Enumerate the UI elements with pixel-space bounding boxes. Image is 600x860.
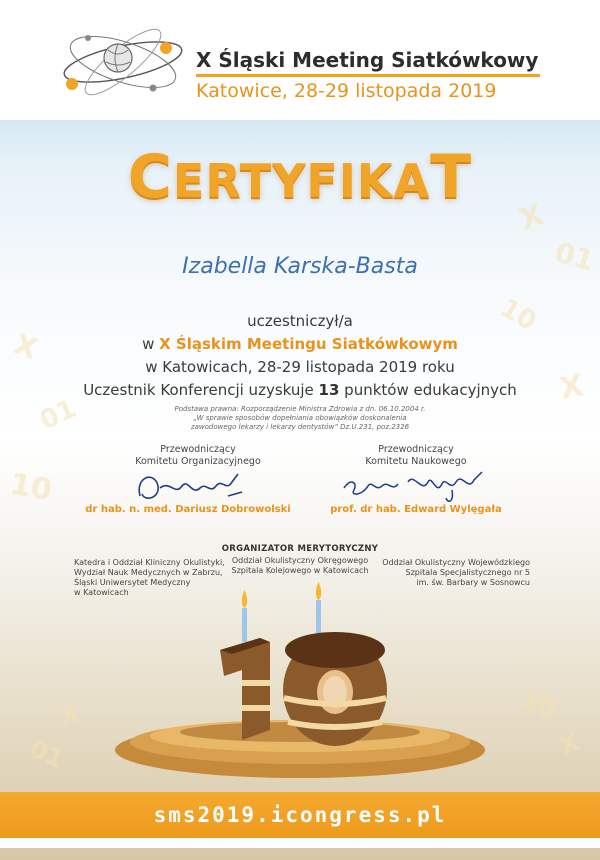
org-right-line: Szpitala Specjalistycznego nr 5 xyxy=(405,568,530,577)
participation-line: uczestniczył/a xyxy=(247,312,353,330)
points-value: 13 xyxy=(318,381,340,399)
footer-bar xyxy=(0,792,600,838)
legal-line-2: „W sprawie sposobów dopełniania obowiązków doskonalenia xyxy=(193,414,407,422)
footer-url[interactable]: sms2019.icongress.pl xyxy=(153,803,447,827)
certificate-heading xyxy=(0,142,600,212)
org-left-line: Katedra i Oddział Kliniczny Okulistyki, xyxy=(74,558,225,567)
org-left-line: Śląski Uniwersytet Medyczny xyxy=(74,578,191,587)
org-left-line: Wydział Nauk Medycznych w Zabrzu, xyxy=(74,568,223,577)
place-date-line: w Katowicach, 28-29 listopada 2019 roku xyxy=(145,358,455,376)
org-center-line: Oddział Okulistyczny Okręgowego xyxy=(231,556,369,565)
event-line-name: X Śląskim Meetingu Siatkówkowym xyxy=(159,335,458,353)
legal-line-3: zawodowego lekarzy i lekarzy dentystów” Dz.U.231, poz.2326 xyxy=(190,423,410,431)
org-left-line: w Katowicach xyxy=(74,588,129,597)
org-right-line: Oddział Okulistyczny Wojewódzkiego xyxy=(382,558,530,567)
birthday-cake-10-illustration xyxy=(180,580,420,760)
title-underline xyxy=(196,74,540,77)
event-line xyxy=(0,335,600,353)
org-right-line: im. św. Barbary w Sosnowcu xyxy=(416,578,530,587)
event-subtitle: Katowice, 28-29 listopada 2019 xyxy=(196,80,497,102)
points-suffix: punktów edukacyjnych xyxy=(339,381,517,399)
atom-logo-icon xyxy=(58,18,188,106)
recipient-name: Izabella Karska-Basta xyxy=(182,254,418,279)
left-signature-icon xyxy=(130,466,250,506)
bottom-margin xyxy=(0,838,600,848)
event-title: X Śląski Meeting Siatkówkowy xyxy=(196,48,539,72)
legal-basis xyxy=(0,405,600,432)
heading-middle: ERTYFIKA xyxy=(172,154,431,208)
points-prefix: Uczestnik Konferencji uzyskuje xyxy=(83,381,319,399)
header xyxy=(0,0,600,120)
heading-initial: C xyxy=(127,142,173,212)
decorative-numbers: X 01 10 X X 01 10 X 01 10 X xyxy=(7,197,598,774)
right-signature-icon xyxy=(336,462,496,506)
left-committee-role xyxy=(88,444,308,468)
left-role-line-1: Przewodniczący xyxy=(160,444,236,455)
left-chair-name: dr hab. n. med. Dariusz Dobrowolski xyxy=(85,504,291,515)
heading-final: T xyxy=(430,142,473,212)
org-center-line: Szpitala Kolejowego w Katowicach xyxy=(231,566,369,575)
organizer-center xyxy=(200,556,400,576)
organizer-title: ORGANIZATOR MERYTORYCZNY xyxy=(221,544,379,554)
event-line-prefix: w xyxy=(142,335,160,353)
legal-line-1: Podstawa prawna: Rozporządzenie Ministra Zdrowia z dn. 06.10.2004 r. xyxy=(174,405,426,413)
right-chair-name: prof. dr hab. Edward Wylęgała xyxy=(330,504,502,515)
points-line xyxy=(0,381,600,399)
right-role-line-2: Komitetu Naukowego xyxy=(365,456,467,467)
left-role-line-2: Komitetu Organizacyjnego xyxy=(135,456,261,467)
right-role-line-1: Przewodniczący xyxy=(378,444,454,455)
